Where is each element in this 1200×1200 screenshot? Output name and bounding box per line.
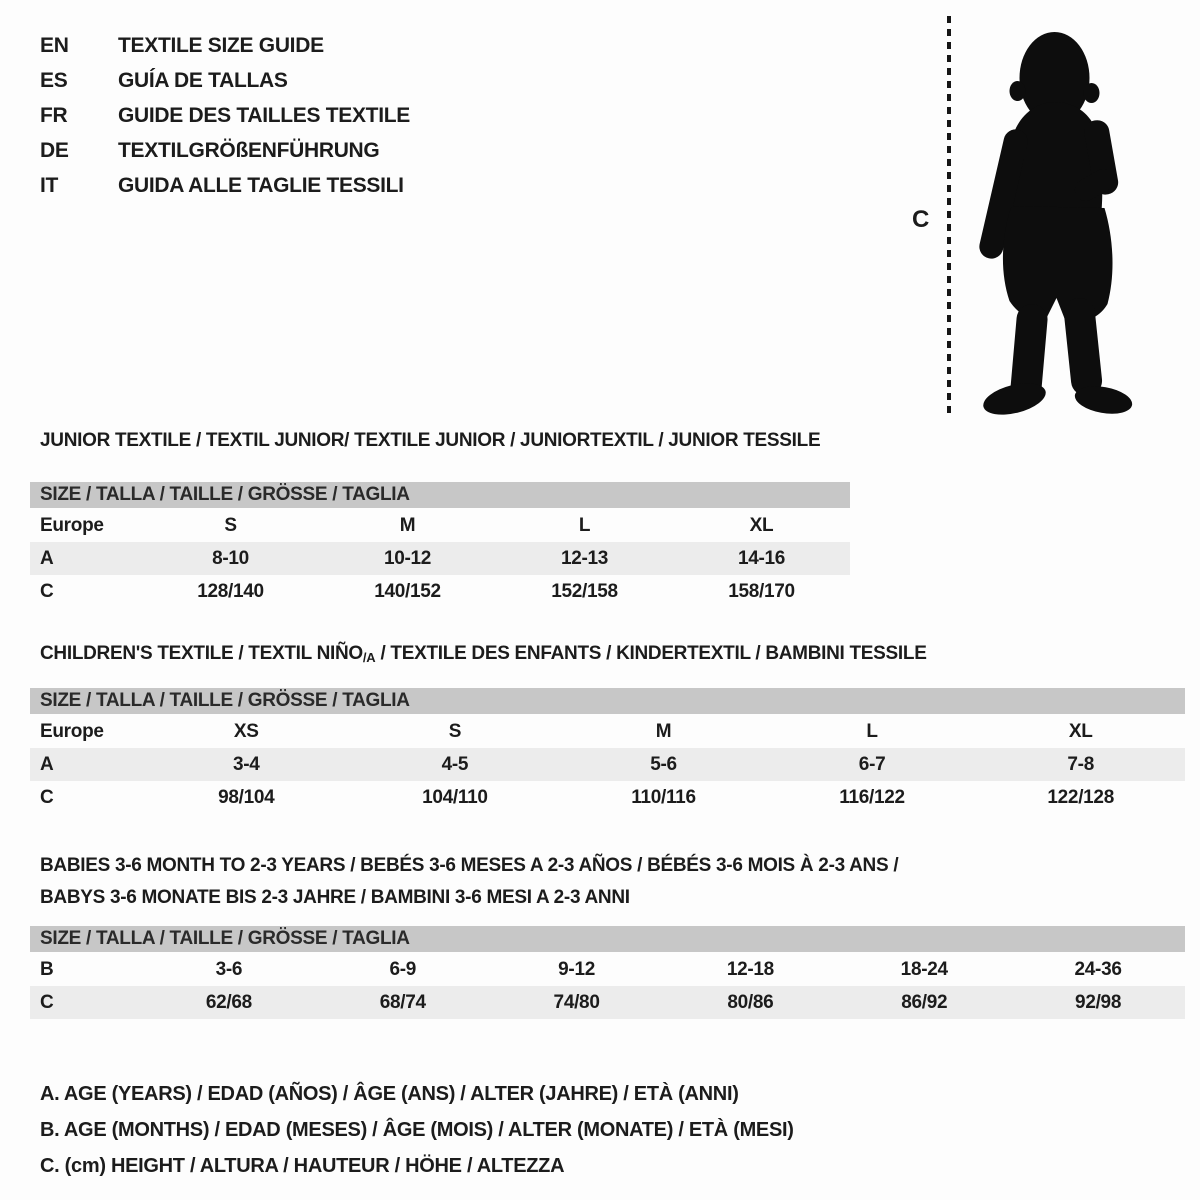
row-label: A (30, 748, 142, 781)
height-measure-dashed-line (947, 16, 951, 414)
height-cell: 74/80 (490, 986, 664, 1019)
height-cell: 140/152 (374, 580, 441, 602)
age-cell: 8-10 (142, 542, 319, 575)
size-cell: XL (1068, 721, 1093, 742)
row-label: C (40, 786, 54, 808)
age-cell: 14-16 (673, 542, 850, 575)
age-cell: 6-9 (389, 959, 417, 980)
table-row-europe (30, 509, 850, 542)
row-label: B (40, 959, 54, 980)
height-measure-label: C (912, 206, 930, 233)
legend-line-c: C. (cm) HEIGHT / ALTURA / HAUTEUR / HÖHE / ALTEZZA (40, 1155, 565, 1177)
row-label: Europe (40, 721, 104, 742)
junior-section-title: JUNIOR TEXTILE / TEXTIL JUNIOR/ TEXTILE JUNIOR / JUNIORTEXTIL / JUNIOR TESSILE (40, 430, 821, 451)
age-cell: 18-24 (900, 959, 948, 980)
height-cell: 152/158 (551, 580, 618, 602)
height-cell: 92/98 (1011, 986, 1185, 1019)
age-cell: 7-8 (976, 748, 1185, 781)
legend-line-b: B. AGE (MONTHS) / EDAD (MESES) / ÂGE (MOIS) / ALTER (MONATE) / ETÀ (MESI) (40, 1119, 794, 1141)
height-cell: 158/170 (728, 580, 795, 602)
age-cell: 5-6 (559, 748, 768, 781)
language-title-list (40, 28, 410, 203)
babies-title-line1: BABIES 3-6 MONTH TO 2-3 YEARS / BEBÉS 3-6 MESES A 2-3 AÑOS / BÉBÉS 3-6 MOIS À 2-3 ANS / (40, 855, 899, 876)
height-cell: 80/86 (663, 986, 837, 1019)
age-cell: 12-18 (726, 959, 774, 980)
size-header-row (30, 482, 850, 509)
size-header-row (30, 688, 1185, 715)
babies-textile-section (30, 850, 1185, 1019)
size-cell: M (399, 515, 416, 536)
size-header-label: SIZE / TALLA / TAILLE / GRÖSSE / TAGLIA (30, 688, 1185, 715)
age-cell: 12-13 (496, 542, 673, 575)
language-row (40, 133, 410, 168)
language-title: GUIDA ALLE TAGLIE TESSILI (118, 174, 404, 197)
height-cell: 62/68 (142, 986, 316, 1019)
table-row-height (30, 986, 1185, 1019)
children-textile-section (30, 643, 1185, 814)
height-cell: 98/104 (218, 786, 275, 808)
row-label: C (40, 580, 54, 602)
language-code: DE (40, 139, 69, 162)
size-cell: M (655, 721, 672, 742)
size-header-row (30, 926, 1185, 953)
language-row (40, 28, 410, 63)
children-title-pre: CHILDREN'S TEXTILE / TEXTIL NIÑO (40, 643, 363, 664)
height-cell: 104/110 (422, 786, 488, 808)
table-row-europe (30, 715, 1185, 748)
age-cell: 24-36 (1074, 959, 1122, 980)
children-section-title (40, 643, 1185, 665)
table-row-height (30, 575, 850, 608)
size-cell: XS (233, 721, 259, 742)
language-code: IT (40, 174, 59, 197)
height-cell: 116/122 (839, 786, 905, 808)
size-cell: XL (749, 515, 774, 536)
language-title: TEXTILGRÖßENFÜHRUNG (118, 139, 380, 162)
junior-textile-section (30, 430, 850, 608)
table-row-age-months (30, 953, 1185, 986)
children-title-sub: /A (362, 650, 376, 665)
height-cell: 110/116 (631, 786, 696, 808)
junior-size-table (30, 482, 850, 608)
height-cell: 86/92 (837, 986, 1011, 1019)
language-code: FR (40, 104, 68, 127)
table-row-age (30, 748, 1185, 781)
height-measure-figure (900, 14, 1158, 418)
language-row (40, 168, 410, 203)
age-cell: 6-7 (768, 748, 977, 781)
age-cell: 3-4 (142, 748, 351, 781)
babies-title-line2: BABYS 3-6 MONATE BIS 2-3 JAHRE / BAMBINI 3-6 MESI A 2-3 ANNI (40, 887, 630, 908)
language-title: GUÍA DE TALLAS (118, 69, 288, 92)
row-label: Europe (40, 515, 104, 536)
legend-line-a: A. AGE (YEARS) / EDAD (AÑOS) / ÂGE (ANS) / ALTER (JAHRE) / ETÀ (ANNI) (40, 1083, 739, 1105)
toddler-silhouette (960, 16, 1148, 416)
age-cell: 3-6 (215, 959, 243, 980)
age-cell: 10-12 (319, 542, 496, 575)
height-cell: 122/128 (1047, 786, 1114, 808)
language-code: ES (40, 69, 68, 92)
language-row (40, 98, 410, 133)
babies-size-table (30, 926, 1185, 1019)
babies-section-title (30, 850, 1185, 914)
age-cell: 9-12 (558, 959, 595, 980)
children-title-post: / TEXTILE DES ENFANTS / KINDERTEXTIL / BAMBINI TESSILE (375, 643, 927, 664)
age-cell: 4-5 (351, 748, 560, 781)
row-label: C (30, 986, 142, 1019)
language-title: GUIDE DES TAILLES TEXTILE (118, 104, 410, 127)
size-cell: S (448, 721, 462, 742)
language-row (40, 63, 410, 98)
children-size-table (30, 688, 1185, 814)
size-header-label: SIZE / TALLA / TAILLE / GRÖSSE / TAGLIA (30, 926, 1185, 953)
size-header-label: SIZE / TALLA / TAILLE / GRÖSSE / TAGLIA (30, 482, 850, 509)
row-label: A (30, 542, 142, 575)
measurement-legend (40, 1076, 794, 1184)
language-code: EN (40, 34, 69, 57)
language-title: TEXTILE SIZE GUIDE (118, 34, 324, 57)
size-cell: L (578, 515, 591, 536)
size-cell: L (866, 721, 878, 742)
table-row-height (30, 781, 1185, 814)
height-cell: 128/140 (197, 580, 264, 602)
table-row-age (30, 542, 850, 575)
height-cell: 68/74 (316, 986, 490, 1019)
size-cell: S (224, 515, 237, 536)
